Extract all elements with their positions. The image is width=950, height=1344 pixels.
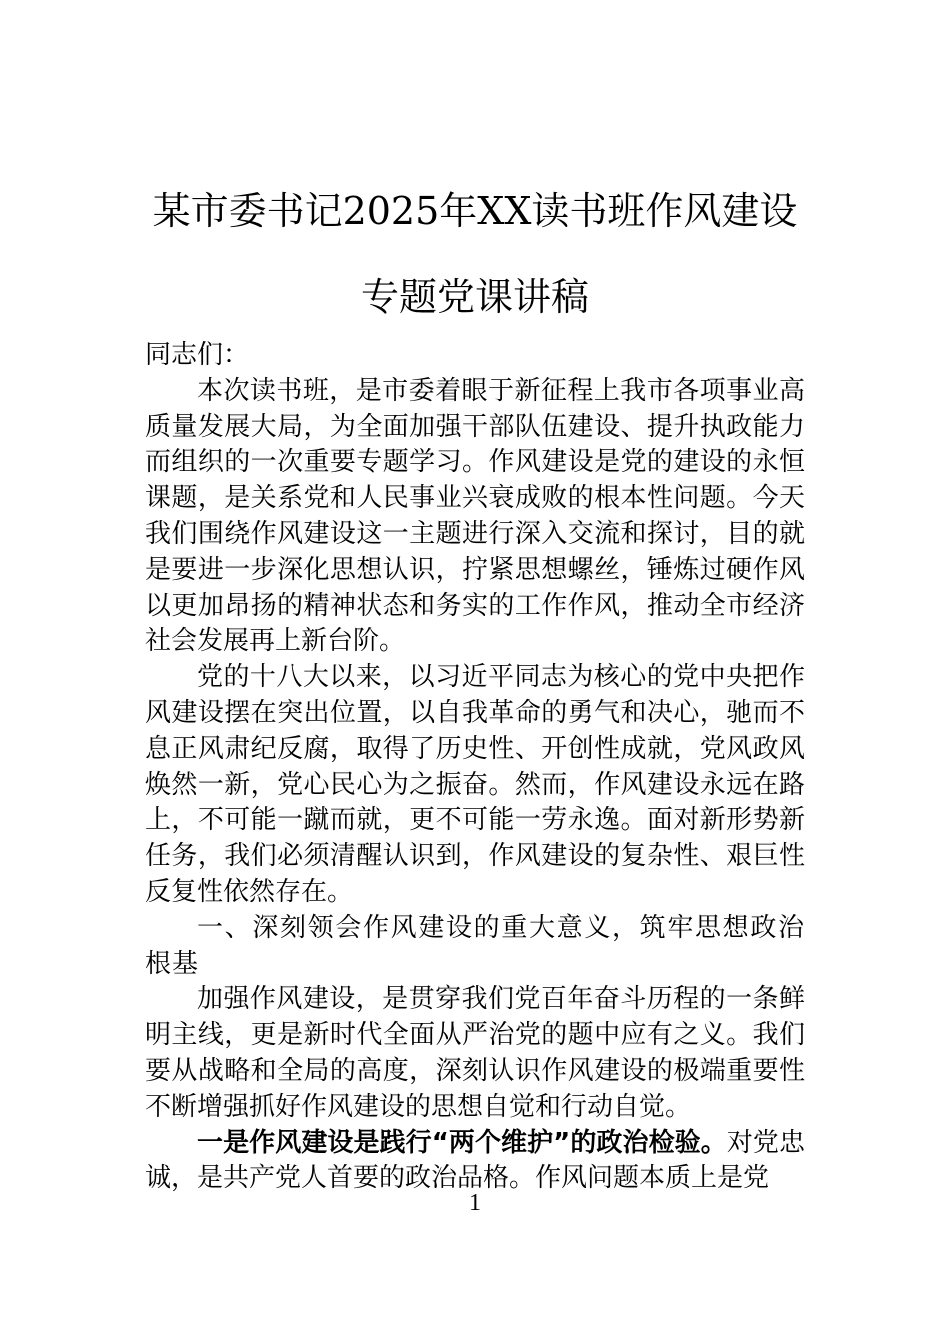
point-one-text: 对党忠诚，是共产党人首要的政治品格。作风问题本质上是党: [145, 1127, 805, 1194]
point-one-lead: 一是作风建设是践行“两个维护”的政治检验。: [197, 1127, 727, 1158]
document-title: 某市委书记2025年XX读书班作风建设专题党课讲稿: [152, 189, 798, 319]
salutation: 同志们：: [145, 340, 250, 370]
paragraph-intro: 本次读书班，是市委着眼于新征程上我市各项事业高质量发展大局，为全面加强干部队伍建设、提升执政能力而组织的一次重要专题学习。作风建设是党的建设的永恒课题，是关系党和人民事业兴衰成败的根本性问题。今天我们围绕作风建设这一主题进行深入交流和探讨，目的就是要进一步深化思想认识，拧紧思想螺丝，锤炼过硬作风以更加昂扬的精神状态和务实的工作作风，推动全市经济社会发展再上新台阶。: [145, 375, 805, 657]
paragraph-background: 党的十八大以来，以习近平同志为核心的党中央把作风建设摆在突出位置，以自我革命的勇气和决心，驰而不息正风肃纪反腐，取得了历史性、开创性成就，党风政风焕然一新，党心民心为之振奋。然而，作风建设永远在路上，不可能一蹴而就，更不可能一劳永逸。面对新形势新任务，我们必须清醒认识到，作风建设的复杂性、艰巨性反复性依然存在。: [145, 662, 805, 907]
page-number: 1: [469, 1190, 481, 1216]
section-heading-one: 一、深刻领会作风建设的重大意义，筑牢思想政治根基: [145, 912, 805, 979]
point-one-paragraph: [145, 1126, 805, 1198]
document-body: [145, 338, 805, 1197]
section-one-paragraph: 加强作风建设，是贯穿我们党百年奋斗历程的一条鲜明主线，更是新时代全面从严治党的题中应有之义。我们要从战略和全局的高度，深刻认识作风建设的极端重要性不断增强抓好作风建设的思想自觉和行动自觉。: [145, 984, 805, 1122]
